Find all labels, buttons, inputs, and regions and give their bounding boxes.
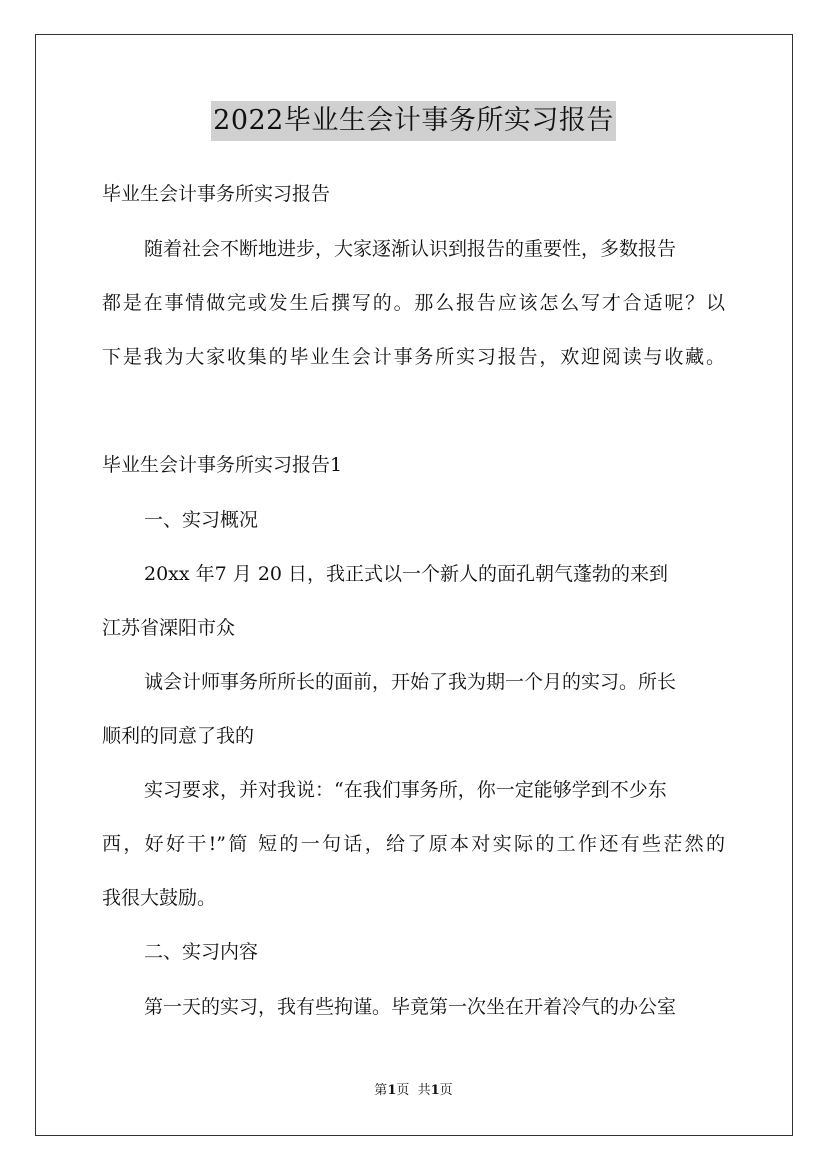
paragraph-line: 下是我为大家收集的毕业生会计事务所实习报告，欢迎阅读与收藏。 (102, 346, 725, 368)
subtitle-line: 毕业生会计事务所实习报告 (102, 183, 331, 205)
subsection-heading: 二、实习内容 (144, 941, 259, 963)
paragraph-line: 实习要求，并对我说：“在我们事务所，你一定能够学到不少东 (144, 779, 667, 801)
footer-page-prefix: 第 (374, 1083, 388, 1098)
subsection-heading: 一、实习概况 (144, 509, 259, 531)
paragraph-line: 我很大鼓励。 (102, 887, 217, 909)
footer-total-pages: 1 (430, 1083, 440, 1098)
title-container (0, 101, 827, 141)
paragraph-line: 第一天的实习，我有些拘谨。毕竟第一次坐在开着冷气的办公室 (144, 996, 677, 1018)
paragraph-line: 诚会计师事务所所长的面前，开始了我为期一个月的实习。所长 (144, 671, 677, 693)
page-footer (0, 1082, 827, 1100)
paragraph-line: 都是在事情做完或发生后撰写的。那么报告应该怎么写才合适呢？以 (102, 292, 725, 314)
footer-page-number: 1 (387, 1083, 397, 1098)
document-title: 2022毕业生会计事务所实习报告 (211, 101, 616, 141)
paragraph-line: 西，好好干!”简 短的一句话，给了原本对实际的工作还有些茫然的 (102, 833, 725, 855)
paragraph-line: 江苏省溧阳市众 (102, 617, 236, 639)
paragraph-line: 顺利的同意了我的 (102, 725, 255, 747)
paragraph-line: 随着社会不断地进步，大家逐渐认识到报告的重要性，多数报告 (144, 238, 677, 260)
footer-page-suffix: 页 (439, 1083, 453, 1098)
paragraph-line: 20xx 年7 月 20 日，我正式以一个新人的面孔朝气蓬勃的来到 (144, 563, 669, 585)
footer-page-mid: 页 共 (396, 1083, 431, 1098)
section-heading: 毕业生会计事务所实习报告1 (102, 454, 343, 476)
